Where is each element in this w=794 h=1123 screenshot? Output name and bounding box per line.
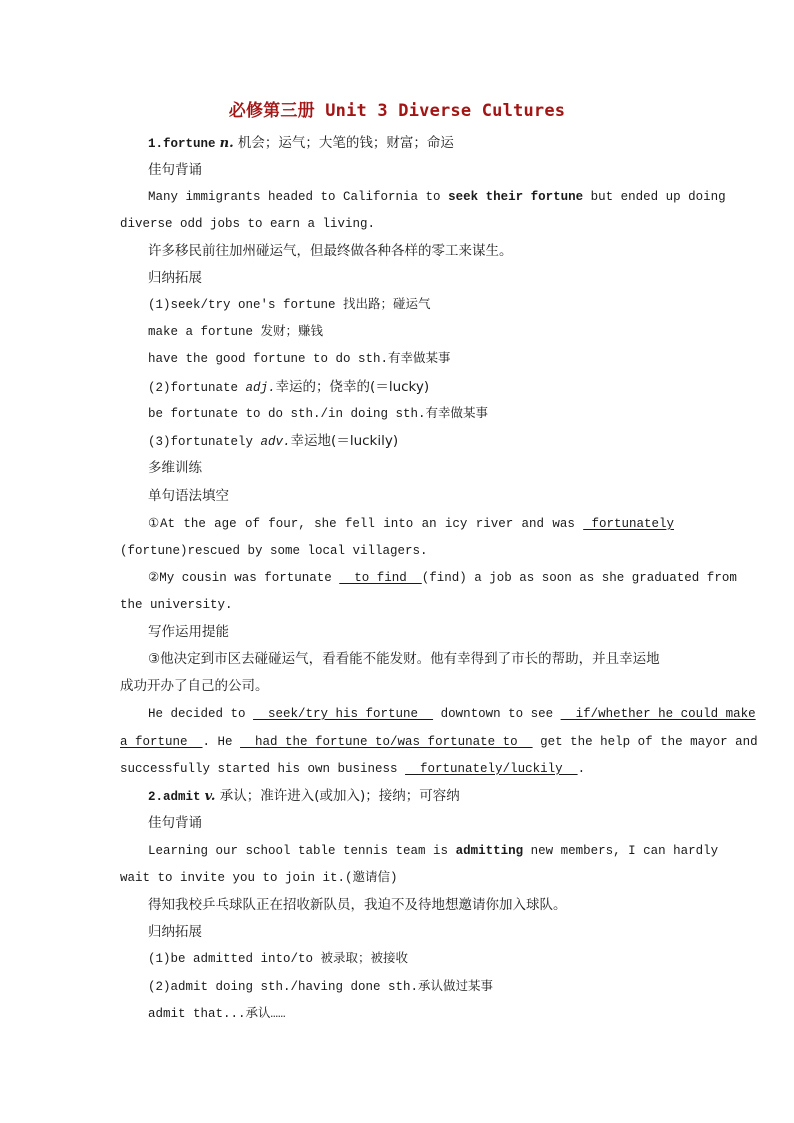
extension-item: have the good fortune to do sth.有幸做某事 <box>148 352 451 366</box>
heading-extension: 归纳拓展 <box>148 924 202 940</box>
exercise-1-line2: (fortune)rescued by some local villagers. <box>120 544 428 558</box>
extension-item: (2)admit doing sth./having done sth.承认做过某事 <box>148 980 494 994</box>
example-sentence-line2: diverse odd jobs to earn a living. <box>120 217 376 231</box>
exercise-2-line2: the university. <box>120 598 233 612</box>
heading-best-sentence: 佳句背诵 <box>148 162 202 178</box>
heading-best-sentence: 佳句背诵 <box>148 815 202 831</box>
answer-blank: fortunately <box>583 517 675 531</box>
heading-extension: 归纳拓展 <box>148 270 202 286</box>
extension-item: (1)be admitted into/to 被录取；被接收 <box>148 952 409 966</box>
extension-item: make a fortune 发财；赚钱 <box>148 325 324 339</box>
exercise-2-line1: ②My cousin was fortunate to find (find) a job as soon as she graduated from <box>148 571 737 585</box>
heading-training: 多维训练 <box>148 460 202 476</box>
extension-item: (1)seek/try one's fortune 找出路；碰运气 <box>148 298 431 312</box>
example-sentence-line2: wait to invite you to join it.(邀请信) <box>120 871 398 885</box>
extension-item: (3)fortunately adv.幸运地(＝luckily) <box>148 433 399 449</box>
extension-item: be fortunate to do sth./in doing sth.有幸做某事 <box>148 407 489 421</box>
answer-blank: had the fortune to/was fortunate to <box>240 735 533 749</box>
page-title: 必修第三册 Unit 3 Diverse Cultures <box>228 101 566 121</box>
exercise-3-answer-line2: a fortune . He had the fortune to/was fortunate to get the help of the mayor and <box>120 735 758 749</box>
exercise-1-line1: ①At the age of four, she fell into an icy river and was fortunately <box>148 517 675 531</box>
entry-fortune-heading: 1.fortune n. 机会；运气；大笔的钱；财富；命运 <box>148 135 454 151</box>
example-sentence-line1: Learning our school table tennis team is admitting new members, I can hardly <box>148 844 719 858</box>
example-sentence-line1: Many immigrants headed to California to seek their fortune but ended up doing <box>148 190 726 204</box>
example-translation: 许多移民前往加州碰运气，但最终做各种各样的零工来谋生。 <box>148 243 513 259</box>
extension-item: admit that...承认…… <box>148 1007 286 1021</box>
example-translation: 得知我校乒乓球队正在招收新队员，我迫不及待地想邀请你加入球队。 <box>148 897 567 913</box>
answer-blank: a fortune <box>120 735 203 749</box>
answer-blank: seek/try his fortune <box>253 707 434 721</box>
entry-admit-heading: 2.admit v. 承认；准许进入(或加入)；接纳；可容纳 <box>148 788 460 804</box>
answer-blank: fortunately/luckily <box>405 762 578 776</box>
heading-fill-in: 单句语法填空 <box>148 488 229 504</box>
extension-item: (2)fortunate adj.幸运的；侥幸的(＝lucky) <box>148 379 430 395</box>
heading-writing: 写作运用提能 <box>148 624 229 640</box>
answer-blank: to find <box>339 571 422 585</box>
exercise-3-answer-line3: successfully started his own business fortunately/luckily . <box>120 762 586 776</box>
exercise-3-answer-line1: He decided to seek/try his fortune downtown to see if/whether he could make <box>148 707 756 721</box>
exercise-3-prompt-line2: 成功开办了自己的公司。 <box>120 678 269 694</box>
exercise-3-prompt-line1: ③他决定到市区去碰碰运气，看看能不能发财。他有幸得到了市长的帮助，并且幸运地 <box>148 651 660 667</box>
answer-blank: if/whether he could make <box>560 707 756 721</box>
